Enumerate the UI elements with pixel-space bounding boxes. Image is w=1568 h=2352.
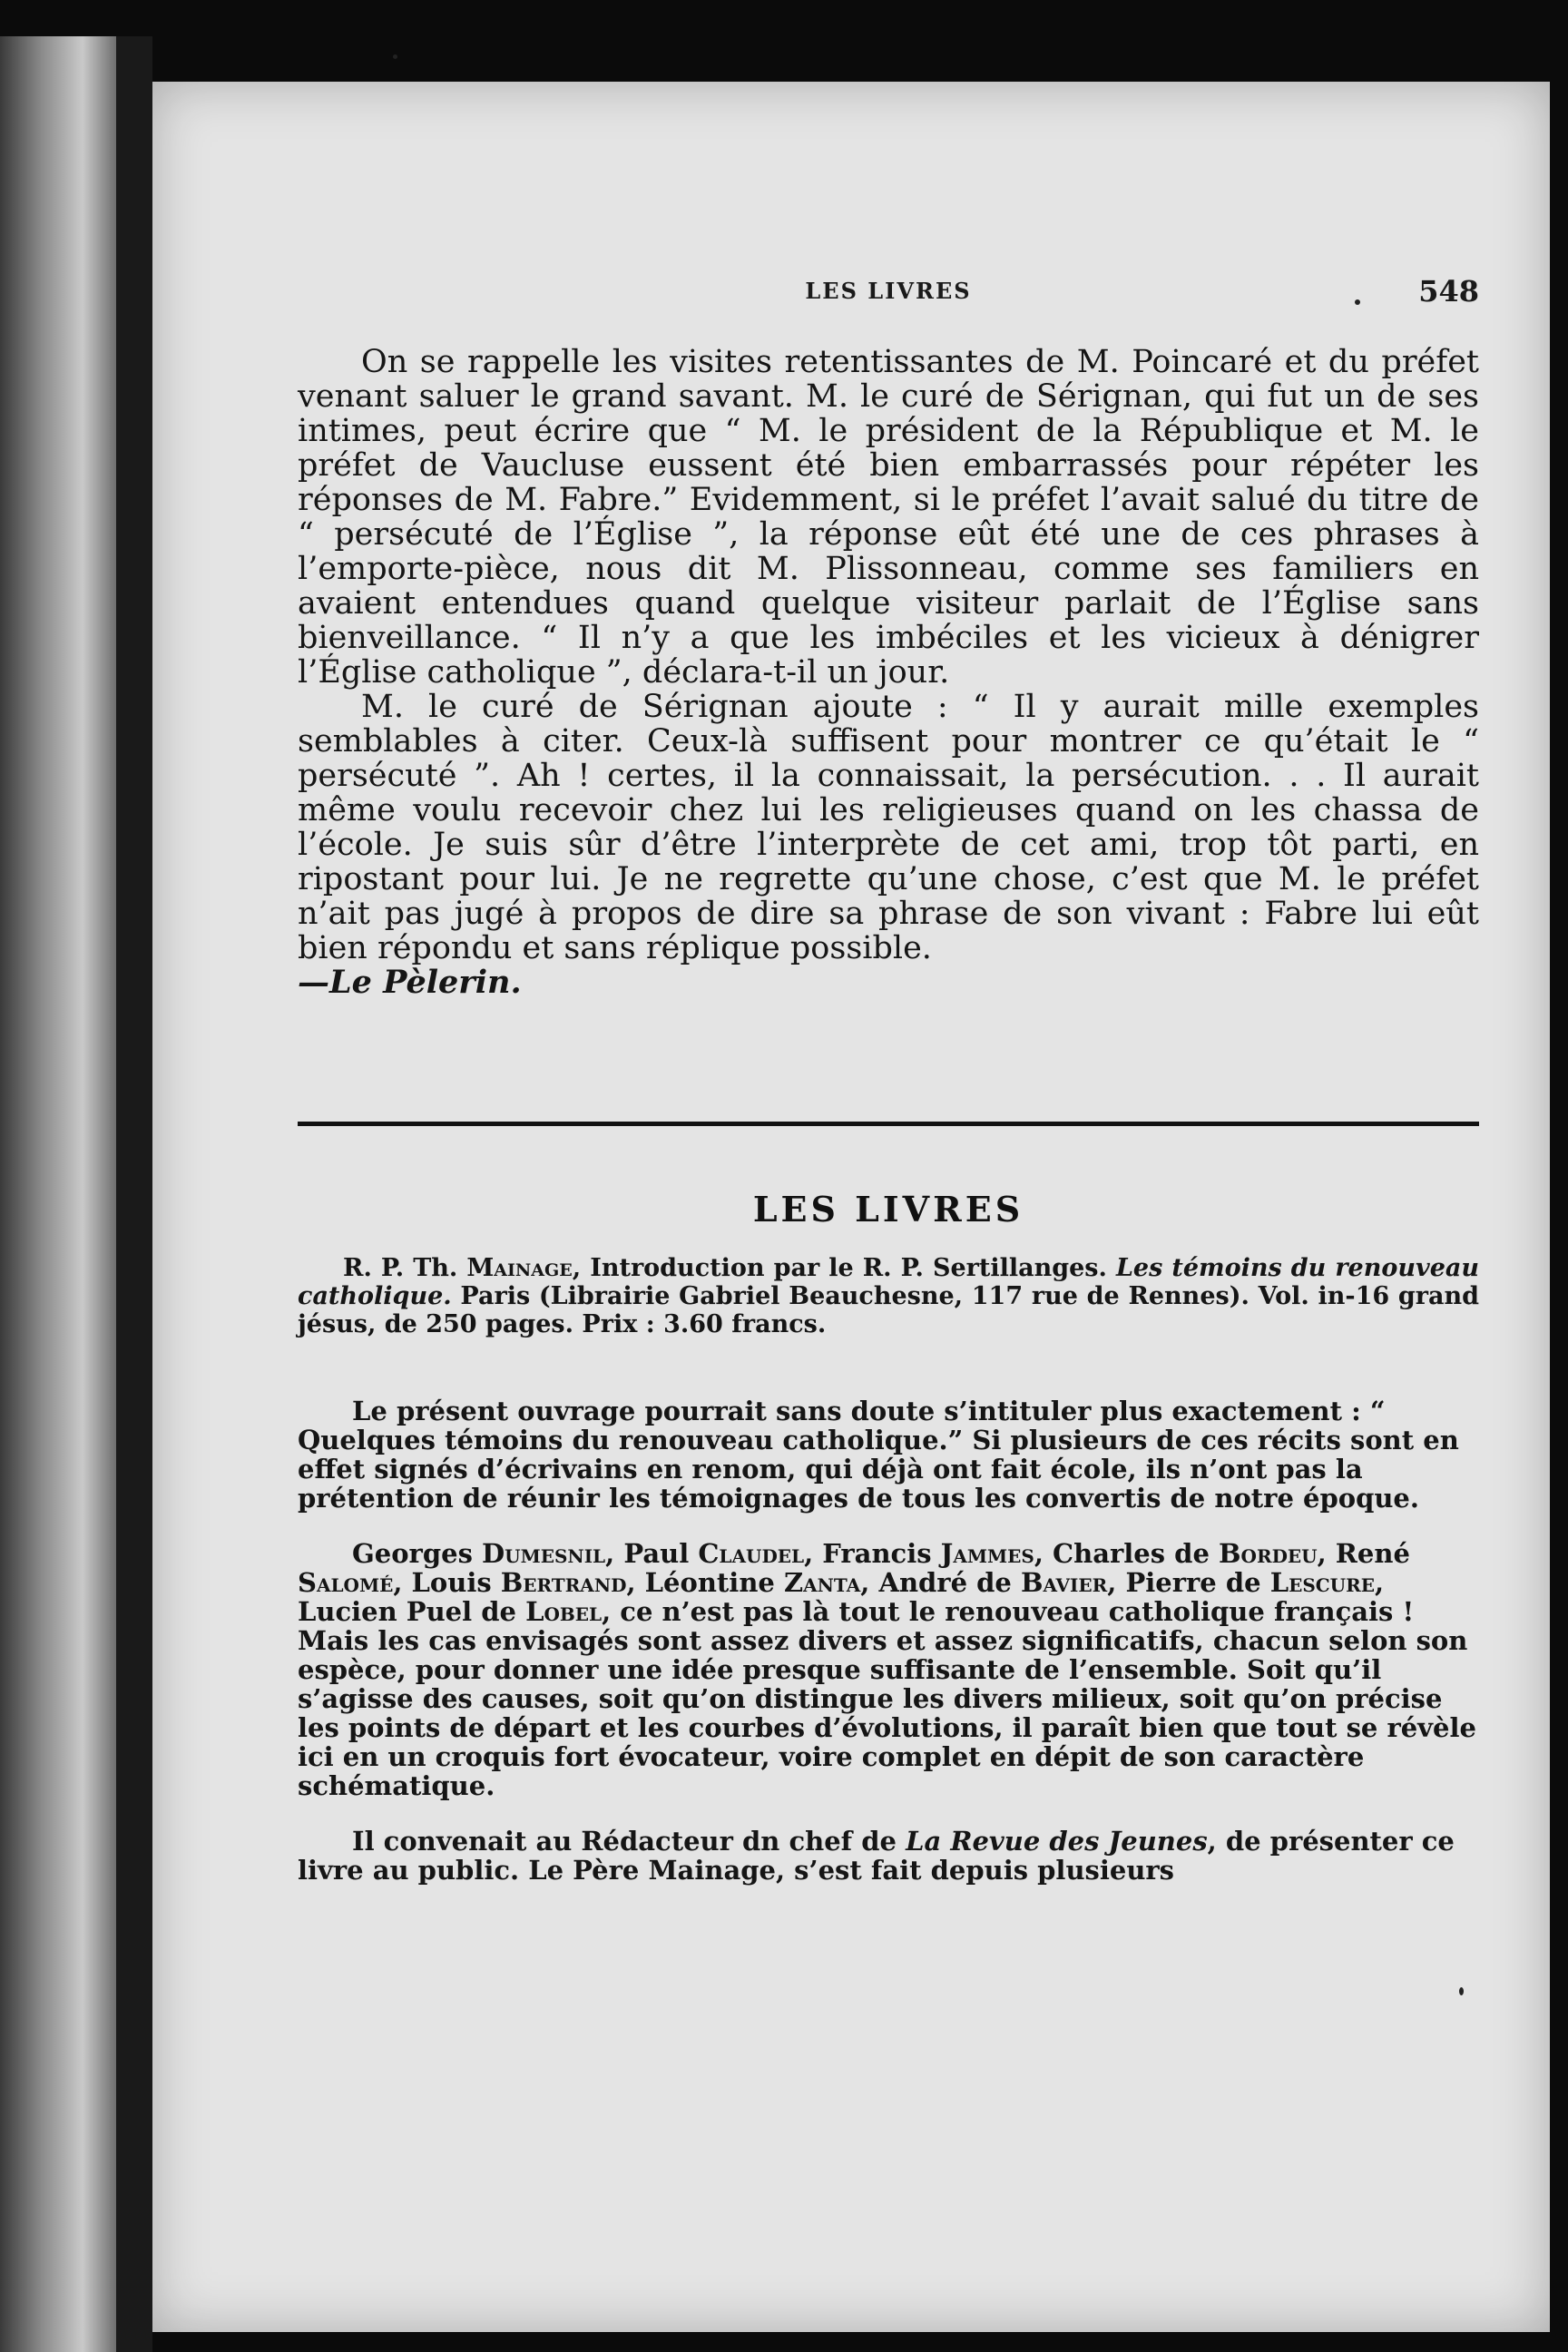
citation-paragraph [298,1254,1479,1338]
section-heading: LES LIVRES [752,1189,1024,1230]
author-name: Lobel [525,1596,603,1627]
review-paragraph-1: Le présent ouvrage pourrait sans doute s’intituler plus exactement : “ Quelques témoins du renouveau catholique.” Si plusieurs de ces récits sont en effet signés d’écrivains en renom, qui déjà ont fait école, ils n’ont pas la prétention de réunir les témoignages de tous les convertis de notre époque. [298,1396,1459,1514]
author-name: Lescure [1269,1567,1375,1598]
review-text: , de présenter ce livre au public. Le Père Mainage, s’est fait depuis plusieurs [298,1826,1455,1886]
review-text: Georges [352,1538,482,1569]
review-text: Il convenait au Rédacteur dn chef de [352,1826,906,1857]
review-text: , Paul [605,1538,699,1569]
review-text: , André de [860,1567,1021,1598]
book-review [298,1370,1479,1911]
dust-speck [1459,1987,1464,1995]
dust-speck [393,54,397,59]
quote-signature: —Le Pèlerin. [298,964,522,1001]
author-name: Claudel [698,1538,805,1569]
quote-paragraph-1: On se rappelle les visites retentissantes de M. Poincaré et du préfet venant saluer le grand savant. M. le curé de Sérignan, qui fut un de ses intimes, peut écrire que “ M. le président de la République et M. le préfet de Vaucluse eussent été bien embarrassés pour répéter les réponses de M. Fabre.” Evidemment, si le préfet l’avait salué du titre de “ persécuté de l’Église ”, la réponse eût été une de ces phrases à l’emporte-pièce, nous dit M. Plissonneau, comme ses familiers en avaient entendues quand quelque visiteur parlait de l’Église sans bienveillance. “ Il n’y a que les imbéciles et les vicieux à dénigrer l’Église catholique ”, déclara-t-il un jour. [298,344,1479,691]
author-name: Bavier [1020,1567,1108,1598]
review-text: , Lucien Puel de [298,1567,1385,1627]
review-text: , Charles de [1034,1538,1220,1569]
book-page [152,82,1550,2332]
book-citation [298,1254,1479,1338]
citation-author-name: Mainage [466,1254,573,1282]
author-name: Bertrand [500,1567,627,1598]
citation-book-title: Les témoins du renouveau catholique. [298,1254,1479,1310]
review-text: , Louis [393,1567,501,1598]
review-text: , Francis [804,1538,941,1569]
review-text: , ce n’est pas là tout le renouveau catholique français ! Mais les cas envisagés sont assez divers et assez significatifs, chacun selon son espèce, pour donner une idée presque suffisante de l’ensemble. Soit qu’il s’agisse des causes, soit qu’on distingue les divers milieux, soit qu’on précise les points de départ et les courbes d’évolutions, il paraît bien que tout se révèle ici en un croquis fort évocateur, voire complet en dépit de son caractère schématique. [298,1596,1476,1801]
citation-details: Paris (Librairie Gabriel Beauchesne, 117 rue de Rennes). Vol. in-16 grand jésus, de 250 pages. Prix : 3.60 francs. [298,1282,1479,1338]
citation-author-prefix: R. P. Th. [343,1254,467,1282]
review-text: , Léontine [626,1567,784,1598]
review-text: , Pierre de [1107,1567,1270,1598]
quote-paragraph-2: M. le curé de Sérignan ajoute : “ Il y aurait mille exemples semblables à citer. Ceux-là suffisent pour montrer ce qu’était le “ persécuté ”. Ah ! certes, il la connaissait, la persécution. . . Il aurait même voulu recevoir chez lui les religieuses quand on les chassa de l’école. Je suis sûr d’être l’interprète de cet ami, trop tôt parti, en ripostant pour lui. Je ne regrette qu’une chose, c’est que M. le préfet n’ait pas jugé à propos de dire sa phrase de son vivant : Fabre lui eût bien répondu et sans réplique possible. [298,689,1479,966]
journal-title: La Revue des Jeunes [906,1826,1208,1857]
review-paragraph-2 [298,1539,1479,1800]
book-gutter [116,36,152,2352]
author-name: Jammes [940,1538,1034,1569]
quoted-passage [298,345,1479,1000]
review-text: , René [1317,1538,1410,1569]
left-page-edge [0,36,118,2352]
section-divider [298,1122,1479,1126]
running-header [298,274,1479,314]
author-name: Zanta [783,1567,861,1598]
running-title: LES LIVRES [805,278,972,304]
page-number: 548 [1418,274,1479,309]
author-name: Dumesnil [482,1538,606,1569]
author-name: Salomé [298,1567,394,1598]
citation-intro: , Introduction par le R. P. Sertillanges. [572,1254,1116,1282]
author-name: Bordeu [1219,1538,1318,1569]
review-paragraph-3 [298,1827,1479,1885]
